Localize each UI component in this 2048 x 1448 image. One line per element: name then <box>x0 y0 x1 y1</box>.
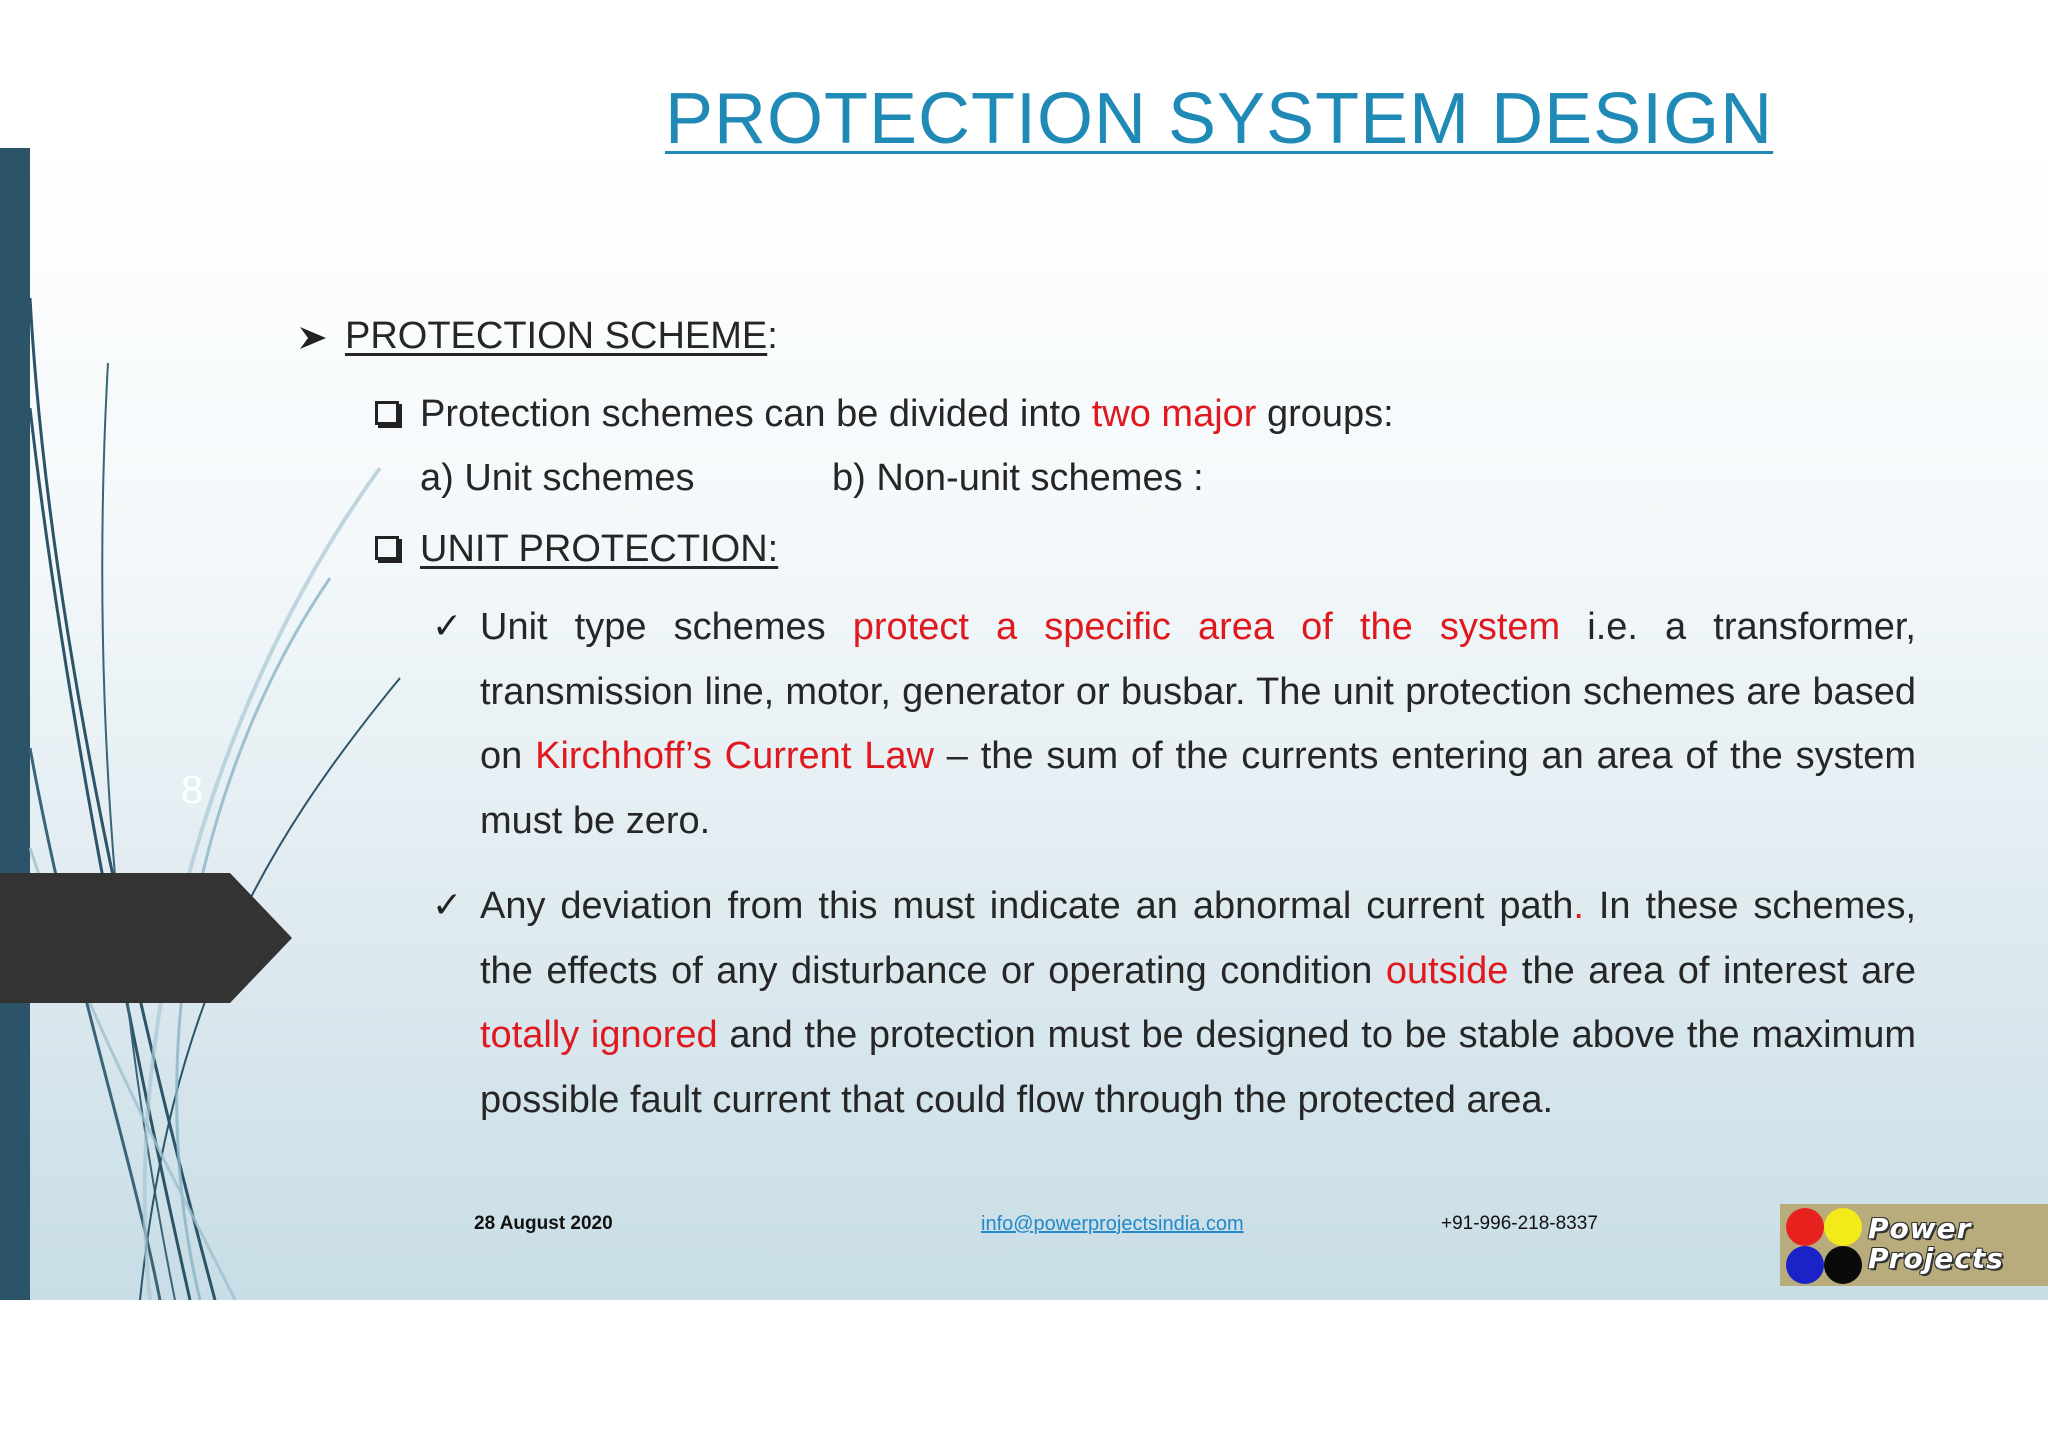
point1-highlight-1: protect a specific area of the system <box>852 606 1561 648</box>
logo-text-line1: Power <box>1868 1212 1972 1245</box>
point2-text-2: In these schemes, the effects of any disturbance or operating condition <box>480 885 1917 992</box>
option-non-unit-schemes: b) Non-unit schemes : <box>832 457 1204 499</box>
point1-text-1: Unit type schemes <box>480 606 853 648</box>
logo-black-dot <box>1824 1246 1862 1284</box>
square-bullet-icon <box>375 401 399 425</box>
footer-email-link[interactable]: info@powerprojectsindia.com <box>981 1213 1244 1235</box>
logo-yellow-dot <box>1824 1208 1862 1246</box>
point2-highlight-2: outside <box>1385 949 1509 992</box>
option-unit-schemes: a) Unit schemes <box>420 457 695 499</box>
point2-highlight-3: totally ignored <box>480 1014 718 1056</box>
unit-protection-heading: UNIT PROTECTION: <box>420 528 779 570</box>
point-deviation <box>480 874 1916 1132</box>
groups-intro <box>420 390 1394 438</box>
logo-blue-dot <box>1786 1246 1824 1284</box>
page-number-tab <box>0 873 292 1003</box>
point2-text-3: the area of interest are <box>1508 949 1916 992</box>
check-icon: ✓ <box>432 884 463 925</box>
point1-highlight-2: Kirchhoff’s Current Law <box>535 735 934 777</box>
arrow-bullet-icon <box>298 325 328 351</box>
groups-highlight: two major <box>1091 393 1257 435</box>
footer-date: 28 August 2020 <box>474 1213 613 1234</box>
point2-highlight-1: . <box>1573 885 1584 927</box>
groups-intro-text: Protection schemes can be divided into <box>420 393 1092 435</box>
square-bullet-icon <box>375 536 399 560</box>
power-projects-logo <box>1780 1204 2048 1286</box>
logo-text-line2: Projects <box>1868 1242 2004 1275</box>
groups-intro-end: groups: <box>1256 393 1394 435</box>
slide-title: PROTECTION SYSTEM DESIGN <box>665 79 1774 159</box>
section-heading-colon: : <box>767 315 778 357</box>
point1-text-3: – the sum of the currents entering an area of the system must be zero. <box>480 735 1917 842</box>
page-number: 8 <box>180 768 204 812</box>
point2-text-4: and the protection must be designed to be stable above the maximum possible fault current that could flow through the protected area. <box>480 1014 1916 1121</box>
point2-text-1: Any deviation from this must indicate an abnormal current path <box>480 885 1574 927</box>
section-heading: PROTECTION SCHEME <box>345 315 768 357</box>
point-unit-type-schemes <box>480 595 1916 853</box>
footer-phone: +91-996-218-8337 <box>1441 1213 1598 1234</box>
logo-red-dot <box>1786 1208 1824 1246</box>
check-icon: ✓ <box>432 605 463 646</box>
point1-text-2: i.e. a transformer, transmission line, motor, generator or busbar. The unit protection schemes are based on <box>480 606 1916 777</box>
section-heading-line <box>345 312 778 360</box>
